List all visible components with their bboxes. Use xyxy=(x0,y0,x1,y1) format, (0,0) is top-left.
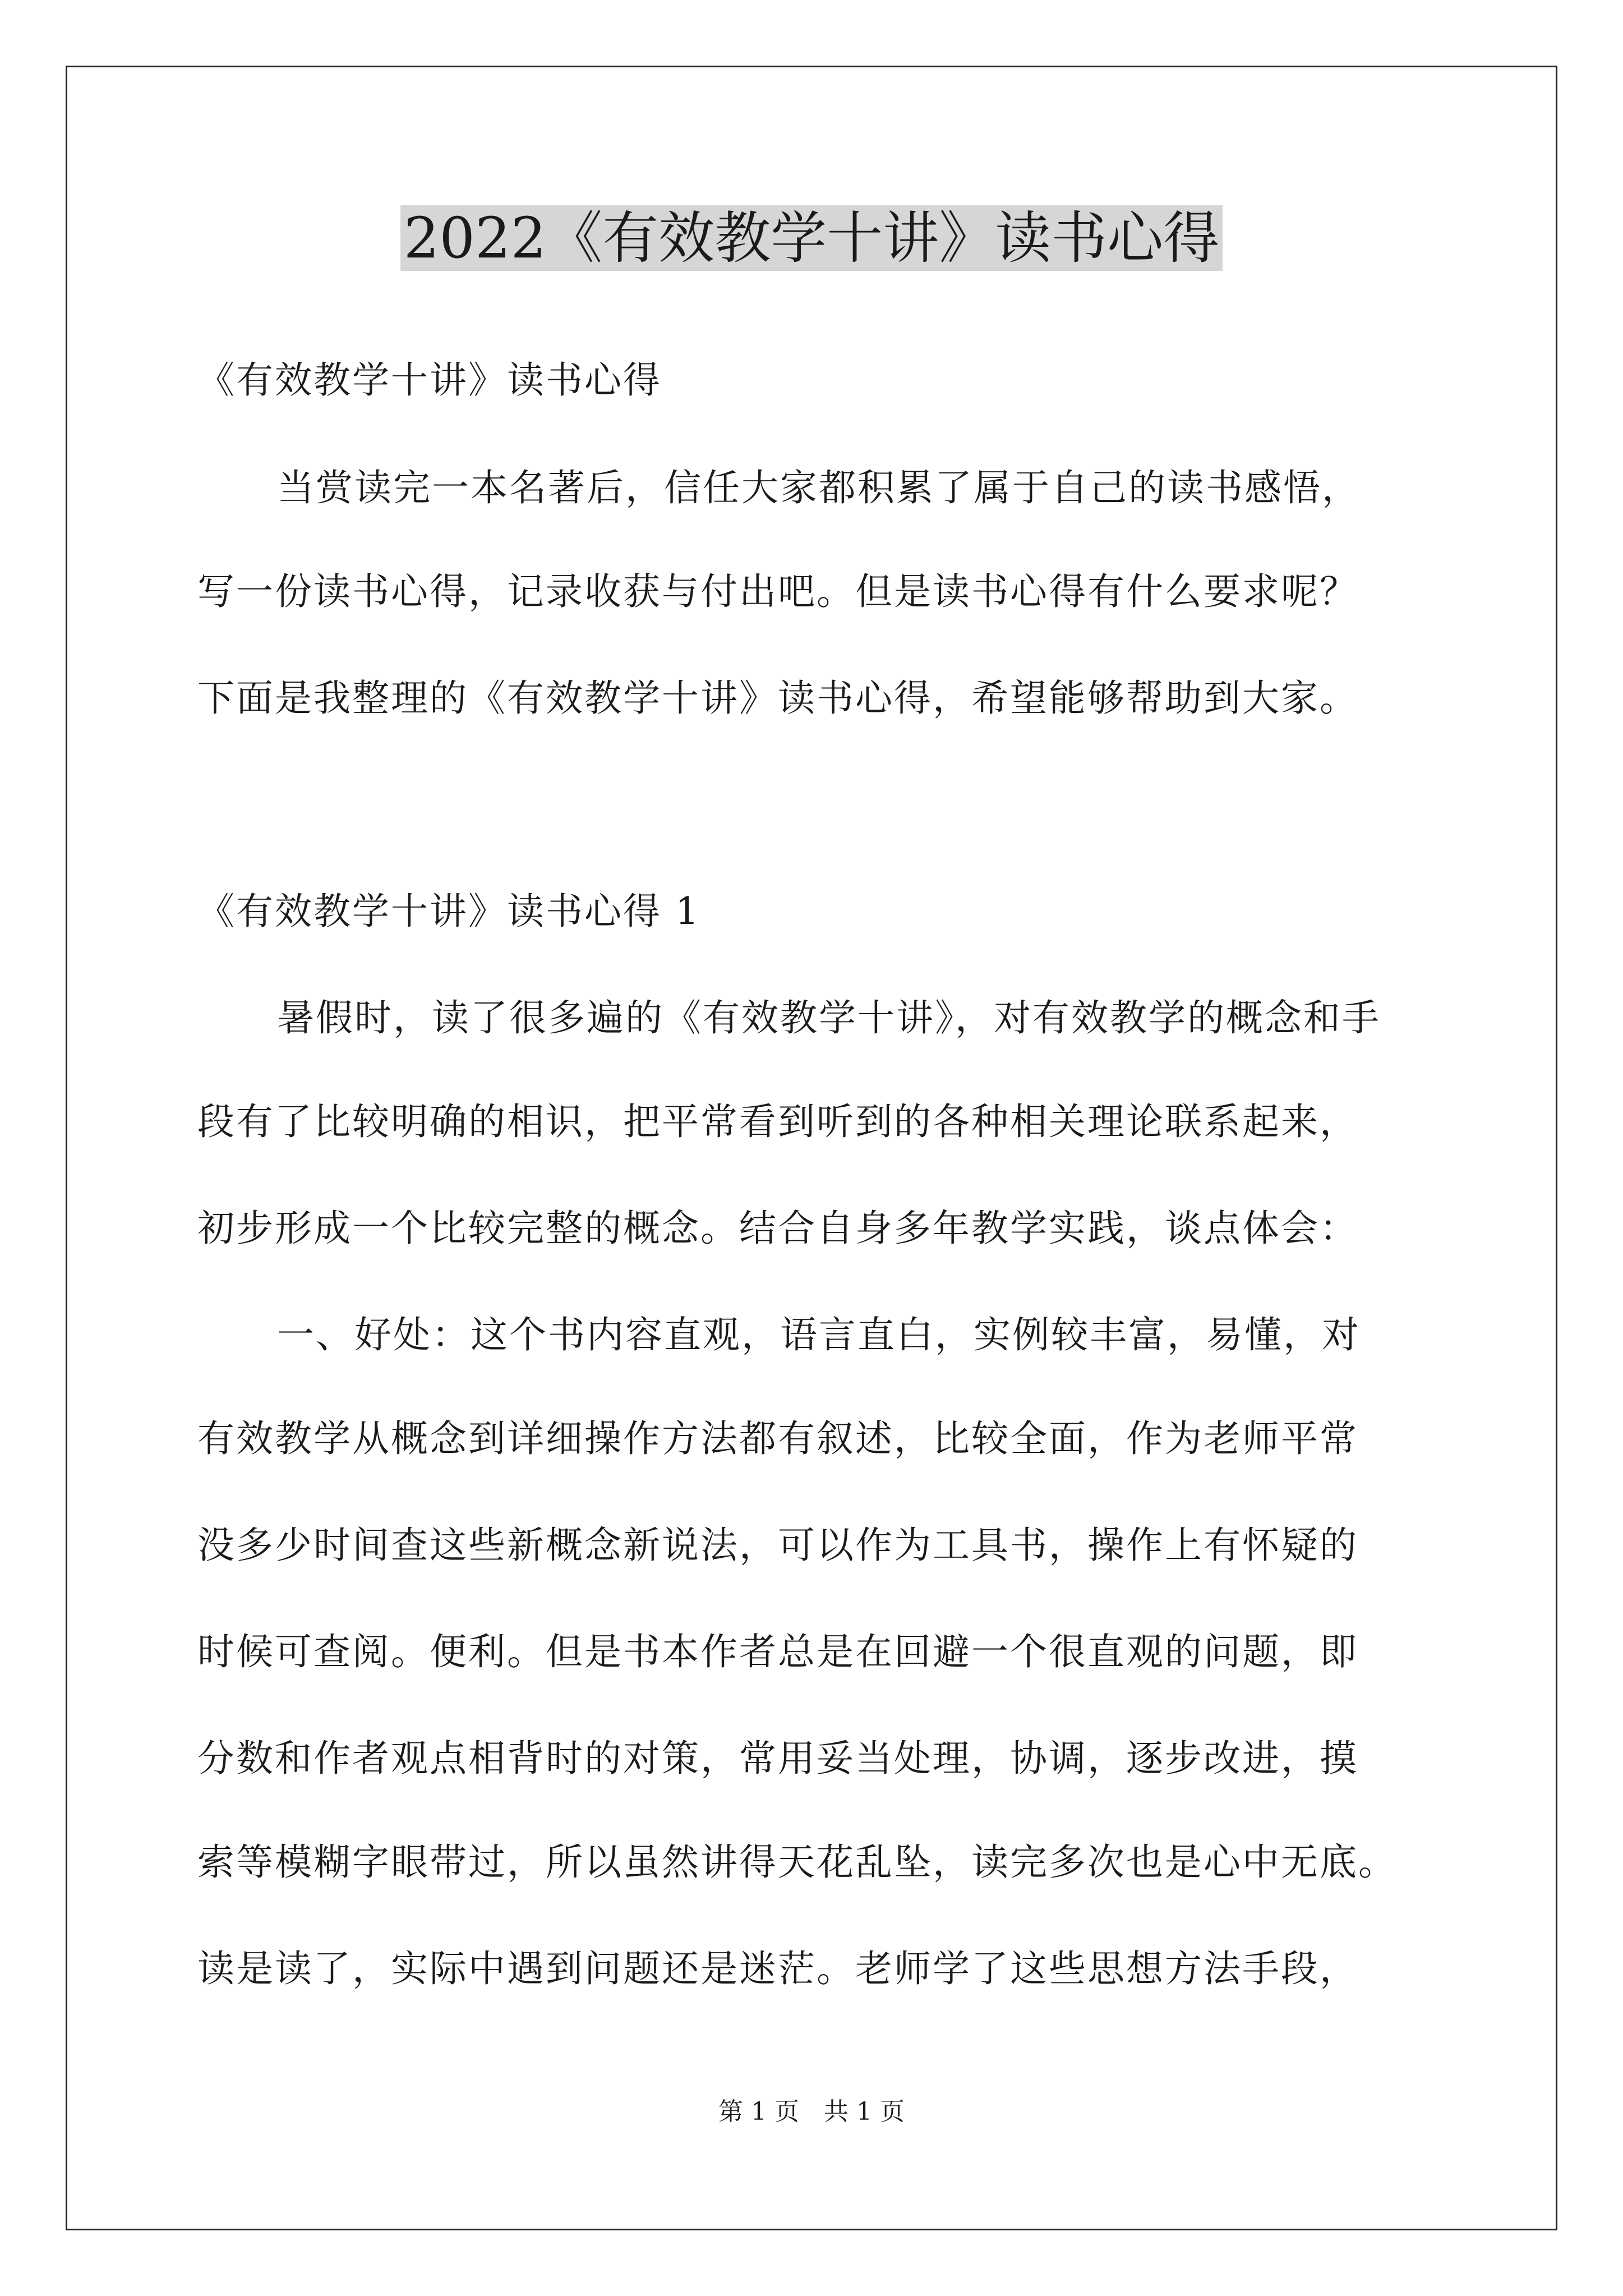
body-line-4: 一、好处：这个书内容直观，语言直白，实例较丰富，易懂，对 xyxy=(277,1313,1361,1356)
document-title xyxy=(0,199,1623,278)
page-footer: 第 1 页 共 1 页 xyxy=(718,2097,905,2126)
intro-line-3: 下面是我整理的《有效教学十讲》读书心得，希望能够帮助到大家。 xyxy=(197,677,1358,720)
body-line-7: 时候可查阅。便利。但是书本作者总是在回避一个很直观的问题，即 xyxy=(197,1630,1358,1673)
document-subtitle: 《有效教学十讲》读书心得 xyxy=(197,358,662,402)
body-line-5: 有效教学从概念到详细操作方法都有叙述，比较全面，作为老师平常 xyxy=(197,1417,1358,1460)
body-line-10: 读是读了，实际中遇到问题还是迷茫。老师学了这些思想方法手段， xyxy=(197,1947,1358,1990)
body-line-1: 暑假时，读了很多遍的《有效教学十讲》，对有效教学的概念和手 xyxy=(277,996,1381,1039)
body-line-6: 没多少时间查这些新概念新说法，可以作为工具书，操作上有怀疑的 xyxy=(197,1524,1358,1567)
body-line-9: 索等模糊字眼带过，所以虽然讲得天花乱坠，读完多次也是心中无底。 xyxy=(197,1841,1397,1884)
body-line-8: 分数和作者观点相背时的对策，常用妥当处理，协调，逐步改进，摸 xyxy=(197,1737,1358,1780)
body-line-3: 初步形成一个比较完整的概念。结合自身多年教学实践，谈点体会： xyxy=(197,1207,1358,1250)
intro-line-2: 写一份读书心得，记录收获与付出吧。但是读书心得有什么要求呢？ xyxy=(197,570,1358,613)
document-title-text: 2022《有效教学十讲》读书心得 xyxy=(400,205,1223,271)
body-line-2: 段有了比较明确的相识，把平常看到听到的各种相关理论联系起来， xyxy=(197,1100,1358,1143)
section-heading: 《有效教学十讲》读书心得 1 xyxy=(197,890,700,933)
intro-line-1: 当赏读完一本名著后，信任大家都积累了属于自己的读书感悟， xyxy=(277,466,1361,509)
